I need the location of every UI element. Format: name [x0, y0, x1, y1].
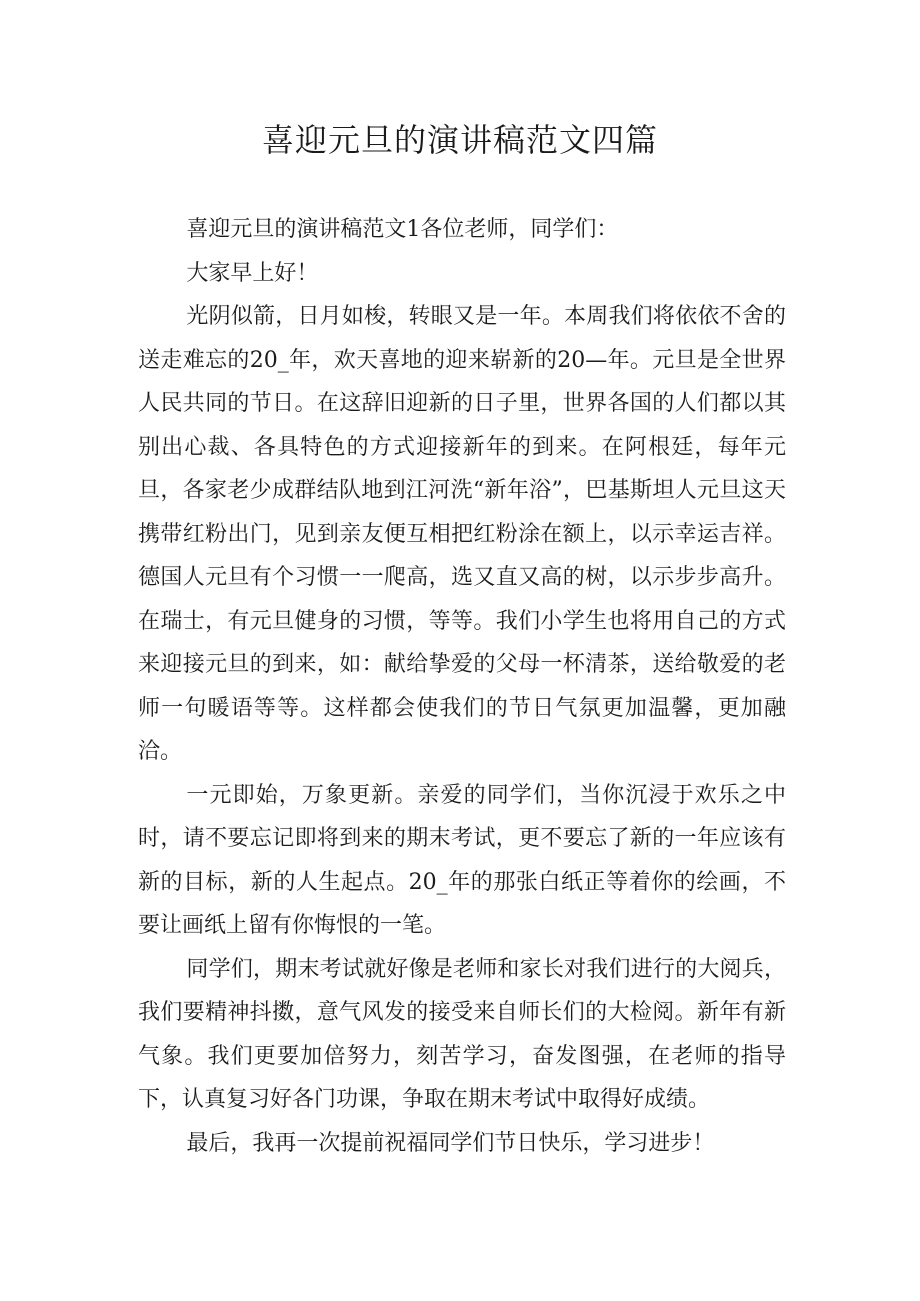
document-title: 喜迎元旦的演讲稿范文四篇 — [261, 121, 658, 159]
paragraph-final-exam-reminder: 一元即始，万象更新。亲爱的同学们，当你沉浸于欢乐之中时，请不要忘记即将到来的期末考试，更不要忘了新的一年应该有新的目标，新的人生起点。20_年的那张白纸正等着你的绘画，不要让画纸上留有你悔恨的一笔。 — [138, 782, 786, 938]
document-body — [138, 208, 786, 1165]
paragraph-encouragement: 同学们，期末考试就好像是老师和家长对我们进行的大阅兵，我们要精神抖擞，意气风发的接受来自师长们的大检阅。新年有新气象。我们更要加倍努力，刻苦学习，奋发图强，在老师的指导下，认真复习好各门功课，争取在期末考试中取得好成绩。 — [138, 956, 786, 1112]
paragraph-intro: 喜迎元旦的演讲稿范文1各位老师，同学们： — [186, 217, 619, 242]
paragraph-new-year-customs: 光阴似箭，日月如梭，转眼又是一年。本周我们将依依不舍的送走难忘的20_年，欢天喜地的迎来崭新的20—年。元旦是全世界人民共同的节日。在这辞旧迎新的日子里，世界各国的人们都以其别出心裁、各具特色的方式迎接新年的到来。在阿根廷，每年元旦，各家老少成群结队地到江河洗“新年浴”，巴基斯坦人元旦这天携带红粉出门，见到亲友便互相把红粉涂在额上，以示幸运吉祥。德国人元旦有个习惯一一爬高，选又直又高的树，以示步步高升。在瑞士，有元旦健身的习惯，等等。我们小学生也将用自己的方式来迎接元旦的到来，如：献给挚爱的父母一杯清茶，送给敬爱的老师一句暖语等等。这样都会使我们的节日气氛更加温馨，更加融洽。 — [138, 304, 786, 764]
paragraph-greeting: 大家早上好！ — [186, 260, 319, 286]
paragraph-closing: 最后，我再一次提前祝福同学们节日快乐，学习进步！ — [186, 1130, 715, 1156]
